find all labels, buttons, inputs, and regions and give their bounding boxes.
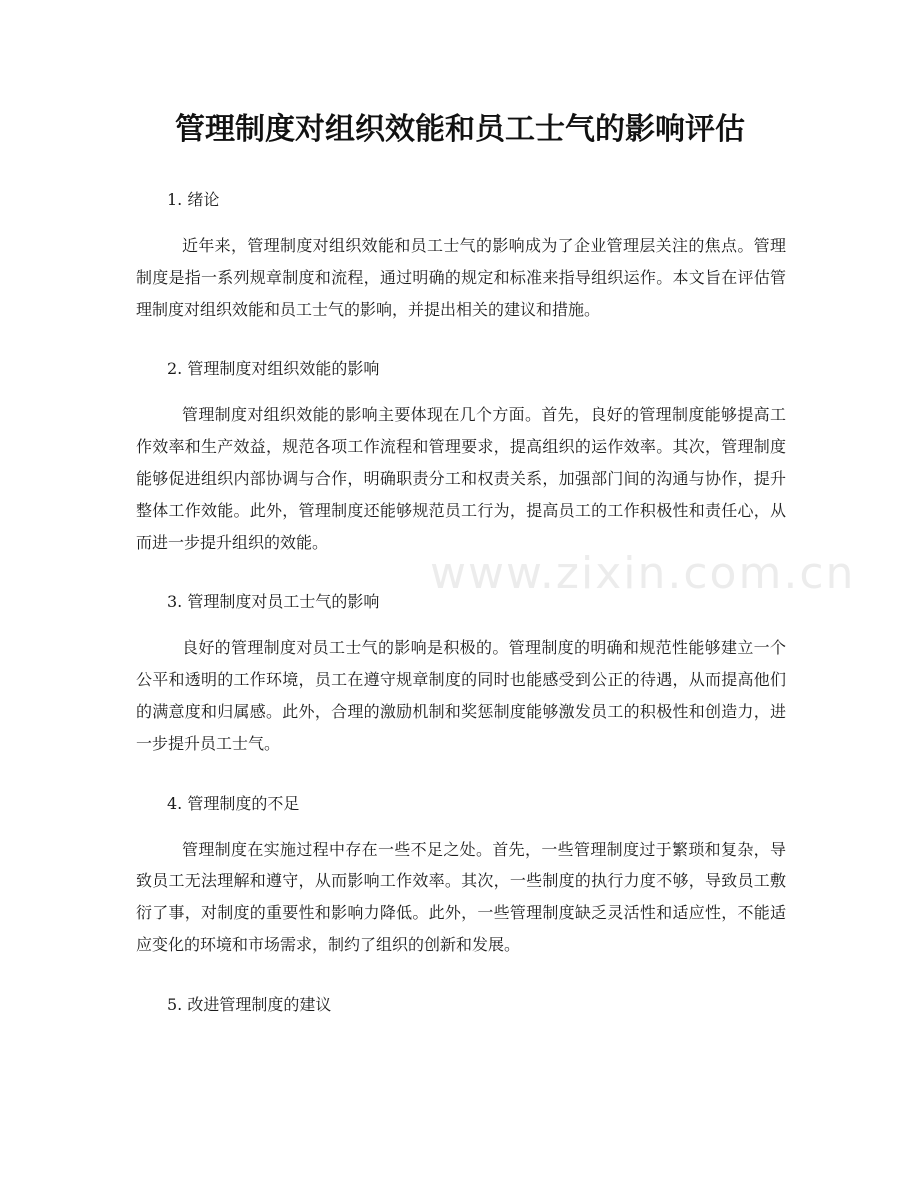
page-title: 管理制度对组织效能和员工士气的影响评估 [175,112,745,147]
section-paragraph-3: 良好的管理制度对员工士气的影响是积极的。管理制度的明确和规范性能够建立一个公平和透明的工作环境，员工在遵守规章制度的同时也能感受到公正的待遇，从而提高他们的满意度和归属感。此外，合理的激励机制和奖惩制度能够激发员工的积极性和创造力，进一步提升员工士气。 [136,638,786,753]
section-heading-5: 5. 改进管理制度的建议 [167,994,332,1014]
section-heading-3: 3. 管理制度对员工士气的影响 [167,592,380,612]
section-heading-2: 2. 管理制度对组织效能的影响 [167,359,380,379]
section-paragraph-4: 管理制度在实施过程中存在一些不足之处。首先，一些管理制度过于繁琐和复杂，导致员工无法理解和遵守，从而影响工作效率。其次，一些制度的执行力度不够，导致员工敷衍了事，对制度的重要性和影响力降低。此外，一些管理制度缺乏灵活性和适应性，不能适应变化的环境和市场需求，制约了组织的创新和发展。 [136,839,786,954]
watermark: www.zixin.com.cn [430,548,856,599]
section-paragraph-2: 管理制度对组织效能的影响主要体现在几个方面。首先，良好的管理制度能够提高工作效率和生产效益，规范各项工作流程和管理要求，提高组织的运作效率。其次，管理制度能够促进组织内部协调与合作，明确职责分工和权责关系，加强部门间的沟通与协作，提升整体工作效能。此外，管理制度还能够规范员工行为，提高员工的工作积极性和责任心，从而进一步提升组织的效能。 [136,405,786,552]
section-heading-1: 1. 绪论 [167,190,220,209]
section-paragraph-1: 近年来，管理制度对组织效能和员工士气的影响成为了企业管理层关注的焦点。管理制度是指一系列规章制度和流程，通过明确的规定和标准来指导组织运作。本文旨在评估管理制度对组织效能和员工士气的影响，并提出相关的建议和措施。 [136,236,786,319]
section-heading-4: 4. 管理制度的不足 [167,793,300,813]
document-body [136,180,786,1025]
